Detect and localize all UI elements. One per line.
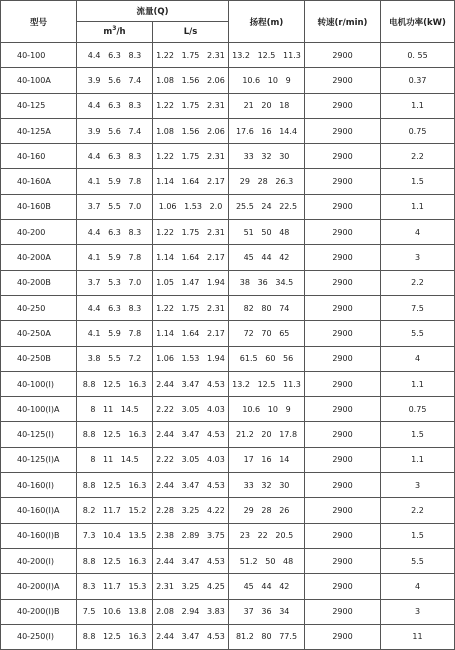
cell-flow-m3h: 4.4 6.3 8.3 <box>77 43 153 68</box>
cell-power: 11 <box>381 624 455 649</box>
header-model: 型号 <box>1 1 77 43</box>
cell-head: 13.2 12.5 11.3 <box>229 43 305 68</box>
cell-model: 40-200 <box>1 220 77 245</box>
cell-power: 1.1 <box>381 93 455 118</box>
cell-speed: 2900 <box>305 371 381 396</box>
cell-flow-m3h: 4.4 6.3 8.3 <box>77 295 153 320</box>
cell-speed: 2900 <box>305 295 381 320</box>
table-row <box>1 422 455 447</box>
header-power: 电机功率(kW) <box>381 1 455 43</box>
cell-model: 40-160(I) <box>1 473 77 498</box>
cell-flow-m3h: 8.8 12.5 16.3 <box>77 548 153 573</box>
cell-head: 45 44 42 <box>229 574 305 599</box>
cell-power: 3 <box>381 473 455 498</box>
cell-flow-m3h: 8 11 14.5 <box>77 397 153 422</box>
cell-head: 10.6 10 9 <box>229 397 305 422</box>
table-row <box>1 346 455 371</box>
table-row <box>1 624 455 649</box>
cell-power: 4 <box>381 346 455 371</box>
cell-flow-ls: 2.22 3.05 4.03 <box>153 397 229 422</box>
cell-power: 5.5 <box>381 321 455 346</box>
cell-model: 40-125 <box>1 93 77 118</box>
cell-head: 13.2 12.5 11.3 <box>229 371 305 396</box>
cell-speed: 2900 <box>305 118 381 143</box>
table-row <box>1 447 455 472</box>
table-row <box>1 220 455 245</box>
cell-speed: 2900 <box>305 93 381 118</box>
header-flow-m3h <box>77 22 153 43</box>
cell-head: 25.5 24 22.5 <box>229 194 305 219</box>
cell-flow-ls: 2.22 3.05 4.03 <box>153 447 229 472</box>
cell-head: 29 28 26.3 <box>229 169 305 194</box>
cell-flow-m3h: 4.1 5.9 7.8 <box>77 321 153 346</box>
cell-model: 40-200A <box>1 245 77 270</box>
cell-speed: 2900 <box>305 574 381 599</box>
cell-head: 38 36 34.5 <box>229 270 305 295</box>
cell-head: 23 22 20.5 <box>229 523 305 548</box>
cell-speed: 2900 <box>305 397 381 422</box>
cell-speed: 2900 <box>305 43 381 68</box>
cell-power: 2.2 <box>381 270 455 295</box>
cell-power: 3 <box>381 599 455 624</box>
cell-model: 40-100(I)A <box>1 397 77 422</box>
cell-flow-ls: 1.08 1.56 2.06 <box>153 118 229 143</box>
cell-model: 40-125(I) <box>1 422 77 447</box>
cell-head: 29 28 26 <box>229 498 305 523</box>
cell-head: 82 80 74 <box>229 295 305 320</box>
cell-model: 40-250B <box>1 346 77 371</box>
table-row <box>1 498 455 523</box>
cell-head: 17 16 14 <box>229 447 305 472</box>
cell-model: 40-160B <box>1 194 77 219</box>
table-row <box>1 321 455 346</box>
cell-flow-ls: 1.22 1.75 2.31 <box>153 144 229 169</box>
cell-flow-ls: 2.38 2.89 3.75 <box>153 523 229 548</box>
cell-flow-ls: 1.14 1.64 2.17 <box>153 169 229 194</box>
cell-speed: 2900 <box>305 473 381 498</box>
table-row <box>1 397 455 422</box>
table-row <box>1 144 455 169</box>
cell-model: 40-160(I)B <box>1 523 77 548</box>
cell-flow-m3h: 4.4 6.3 8.3 <box>77 93 153 118</box>
cell-flow-ls: 2.31 3.25 4.25 <box>153 574 229 599</box>
cell-speed: 2900 <box>305 624 381 649</box>
table-row <box>1 574 455 599</box>
cell-power: 2.2 <box>381 498 455 523</box>
cell-flow-ls: 2.08 2.94 3.83 <box>153 599 229 624</box>
cell-flow-ls: 1.14 1.64 2.17 <box>153 321 229 346</box>
cell-head: 61.5 60 56 <box>229 346 305 371</box>
cell-model: 40-160A <box>1 169 77 194</box>
header-flow-ls: L/s <box>153 22 229 43</box>
cell-power: 5.5 <box>381 548 455 573</box>
cell-head: 10.6 10 9 <box>229 68 305 93</box>
cell-flow-ls: 1.05 1.47 1.94 <box>153 270 229 295</box>
cell-flow-ls: 1.22 1.75 2.31 <box>153 220 229 245</box>
cell-flow-m3h: 8.2 11.7 15.2 <box>77 498 153 523</box>
cell-flow-ls: 2.44 3.47 4.53 <box>153 422 229 447</box>
cell-flow-ls: 1.14 1.64 2.17 <box>153 245 229 270</box>
cell-flow-m3h: 8.3 11.7 15.3 <box>77 574 153 599</box>
unit-sup-3: 3 <box>112 25 117 33</box>
cell-speed: 2900 <box>305 498 381 523</box>
cell-speed: 2900 <box>305 447 381 472</box>
cell-head: 51.2 50 48 <box>229 548 305 573</box>
cell-speed: 2900 <box>305 321 381 346</box>
cell-flow-ls: 1.22 1.75 2.31 <box>153 93 229 118</box>
cell-head: 33 32 30 <box>229 473 305 498</box>
cell-power: 0.37 <box>381 68 455 93</box>
cell-flow-m3h: 4.4 6.3 8.3 <box>77 220 153 245</box>
cell-power: 1.1 <box>381 194 455 219</box>
cell-model: 40-100A <box>1 68 77 93</box>
cell-head: 21.2 20 17.8 <box>229 422 305 447</box>
cell-model: 40-200(I)B <box>1 599 77 624</box>
cell-model: 40-125A <box>1 118 77 143</box>
cell-flow-ls: 2.44 3.47 4.53 <box>153 624 229 649</box>
table-row <box>1 270 455 295</box>
cell-speed: 2900 <box>305 144 381 169</box>
cell-head: 45 44 42 <box>229 245 305 270</box>
table-row <box>1 194 455 219</box>
table-row <box>1 371 455 396</box>
cell-model: 40-250(I) <box>1 624 77 649</box>
cell-power: 7.5 <box>381 295 455 320</box>
unit-per-hour: /h <box>116 27 126 37</box>
cell-flow-m3h: 3.7 5.5 7.0 <box>77 194 153 219</box>
cell-flow-m3h: 4.4 6.3 8.3 <box>77 144 153 169</box>
cell-model: 40-160 <box>1 144 77 169</box>
cell-flow-ls: 1.06 1.53 2.0 <box>153 194 229 219</box>
cell-power: 4 <box>381 220 455 245</box>
cell-speed: 2900 <box>305 523 381 548</box>
table-row <box>1 548 455 573</box>
cell-flow-ls: 2.44 3.47 4.53 <box>153 371 229 396</box>
cell-power: 1.1 <box>381 371 455 396</box>
cell-model: 40-200(I)A <box>1 574 77 599</box>
cell-speed: 2900 <box>305 169 381 194</box>
unit-m: m <box>103 27 113 37</box>
cell-power: 4 <box>381 574 455 599</box>
cell-model: 40-200(I) <box>1 548 77 573</box>
cell-flow-m3h: 7.3 10.4 13.5 <box>77 523 153 548</box>
cell-flow-m3h: 3.9 5.6 7.4 <box>77 118 153 143</box>
table-row <box>1 169 455 194</box>
cell-flow-m3h: 8.8 12.5 16.3 <box>77 422 153 447</box>
cell-flow-m3h: 4.1 5.9 7.8 <box>77 169 153 194</box>
cell-model: 40-160(I)A <box>1 498 77 523</box>
cell-speed: 2900 <box>305 346 381 371</box>
cell-head: 72 70 65 <box>229 321 305 346</box>
table-row <box>1 245 455 270</box>
cell-model: 40-125(I)A <box>1 447 77 472</box>
cell-power: 0. 55 <box>381 43 455 68</box>
cell-speed: 2900 <box>305 599 381 624</box>
cell-power: 2.2 <box>381 144 455 169</box>
cell-speed: 2900 <box>305 548 381 573</box>
cell-head: 81.2 80 77.5 <box>229 624 305 649</box>
table-row <box>1 118 455 143</box>
cell-flow-ls: 1.08 1.56 2.06 <box>153 68 229 93</box>
cell-speed: 2900 <box>305 220 381 245</box>
cell-model: 40-100(I) <box>1 371 77 396</box>
cell-speed: 2900 <box>305 194 381 219</box>
cell-model: 40-100 <box>1 43 77 68</box>
table-row <box>1 599 455 624</box>
cell-flow-m3h: 8.8 12.5 16.3 <box>77 473 153 498</box>
cell-flow-ls: 2.44 3.47 4.53 <box>153 473 229 498</box>
cell-head: 17.6 16 14.4 <box>229 118 305 143</box>
cell-flow-m3h: 8 11 14.5 <box>77 447 153 472</box>
header-flow: 流量(Q) <box>77 1 229 22</box>
cell-power: 1.1 <box>381 447 455 472</box>
cell-power: 0.75 <box>381 397 455 422</box>
header-head: 扬程(m) <box>229 1 305 43</box>
cell-model: 40-200B <box>1 270 77 295</box>
cell-speed: 2900 <box>305 422 381 447</box>
cell-head: 21 20 18 <box>229 93 305 118</box>
cell-flow-m3h: 3.9 5.6 7.4 <box>77 68 153 93</box>
cell-flow-ls: 2.44 3.47 4.53 <box>153 548 229 573</box>
cell-head: 37 36 34 <box>229 599 305 624</box>
cell-flow-ls: 1.06 1.53 1.94 <box>153 346 229 371</box>
cell-model: 40-250A <box>1 321 77 346</box>
table-row <box>1 68 455 93</box>
cell-speed: 2900 <box>305 245 381 270</box>
table-row <box>1 523 455 548</box>
table-row <box>1 93 455 118</box>
table-row <box>1 473 455 498</box>
cell-flow-m3h: 3.8 5.5 7.2 <box>77 346 153 371</box>
cell-power: 3 <box>381 245 455 270</box>
cell-flow-m3h: 8.8 12.5 16.3 <box>77 371 153 396</box>
cell-flow-ls: 2.28 3.25 4.22 <box>153 498 229 523</box>
table-row <box>1 43 455 68</box>
cell-flow-m3h: 3.7 5.3 7.0 <box>77 270 153 295</box>
table-row <box>1 295 455 320</box>
cell-speed: 2900 <box>305 270 381 295</box>
cell-head: 51 50 48 <box>229 220 305 245</box>
cell-head: 33 32 30 <box>229 144 305 169</box>
cell-flow-m3h: 7.5 10.6 13.8 <box>77 599 153 624</box>
header-speed: 转速(r/min) <box>305 1 381 43</box>
cell-power: 1.5 <box>381 169 455 194</box>
cell-speed: 2900 <box>305 68 381 93</box>
cell-flow-m3h: 8.8 12.5 16.3 <box>77 624 153 649</box>
table-body <box>1 43 455 650</box>
cell-flow-ls: 1.22 1.75 2.31 <box>153 43 229 68</box>
cell-flow-m3h: 4.1 5.9 7.8 <box>77 245 153 270</box>
cell-power: 0.75 <box>381 118 455 143</box>
cell-power: 1.5 <box>381 422 455 447</box>
cell-power: 1.5 <box>381 523 455 548</box>
cell-flow-ls: 1.22 1.75 2.31 <box>153 295 229 320</box>
cell-model: 40-250 <box>1 295 77 320</box>
